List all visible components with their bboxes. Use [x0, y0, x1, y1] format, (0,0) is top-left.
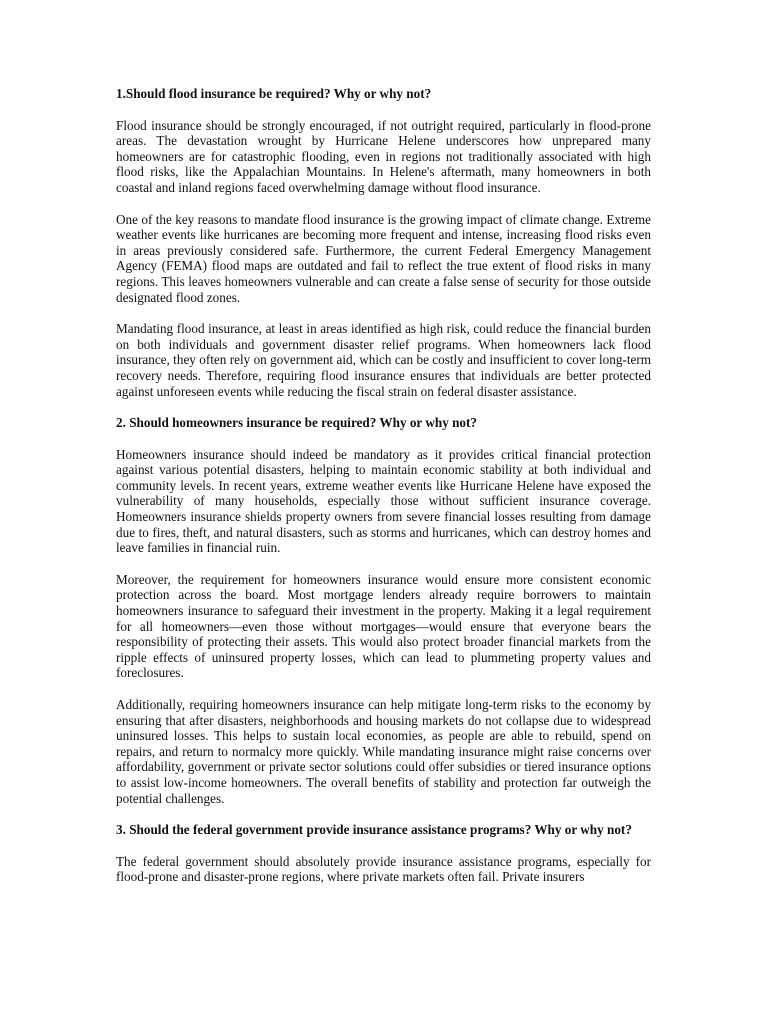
paragraph: Additionally, requiring homeowners insurance can help mitigate long-term risks to the economy by ensuring that after disasters, neighborhoods and housing markets do not collapse due to widespread uninsured losses. This helps to sustain local economies, as people are able to rebuild, spend on repairs, and return to normalcy more quickly. While mandating insurance might raise concerns over affordability, government or private sector solutions could offer subsidies or tiered insurance options to assist low-income homeowners. The overall benefits of stability and protection far outweigh the potential challenges. — [116, 697, 651, 806]
section-1 — [116, 86, 651, 399]
paragraph: Mandating flood insurance, at least in areas identified as high risk, could reduce the financial burden on both individuals and government disaster relief programs. When homeowners lack flood insurance, they often rely on government aid, which can be costly and insufficient to cover long-term recovery needs. Therefore, requiring flood insurance ensures that individuals are better protected against unforeseen events while reducing the fiscal strain on federal disaster assistance. — [116, 321, 651, 399]
paragraph: The federal government should absolutely provide insurance assistance programs, especially for flood-prone and disaster-prone regions, where private markets often fail. Private insurers — [116, 853, 651, 885]
section-3 — [116, 822, 651, 885]
section-2 — [116, 415, 651, 806]
paragraph: One of the key reasons to mandate flood insurance is the growing impact of climate change. Extreme weather events like hurricanes are becoming more frequent and intense, increasing flood risks even in areas previously considered safe. Furthermore, the current Federal Emergency Management Agency (FEMA) flood maps are outdated and fail to reflect the true extent of flood risks in many regions. This leaves homeowners vulnerable and can create a false sense of security for those outside designated flood zones. — [116, 211, 651, 305]
paragraph: Homeowners insurance should indeed be mandatory as it provides critical financial protection against various potential disasters, helping to maintain economic stability at both individual and community levels. In recent years, extreme weather events like Hurricane Helene have exposed the vulnerability of many households, especially those without sufficient insurance coverage. Homeowners insurance shields property owners from severe financial losses resulting from damage due to fires, theft, and natural disasters, such as storms and hurricanes, which can destroy homes and leave families in financial ruin. — [116, 446, 651, 556]
section-heading: 3. Should the federal government provide insurance assistance programs? Why or why not? — [116, 822, 632, 838]
section-heading: 2. Should homeowners insurance be required? Why or why not? — [116, 415, 478, 431]
document-page — [116, 86, 651, 885]
paragraph: Moreover, the requirement for homeowners insurance would ensure more consistent economic protection across the board. Most mortgage lenders already require borrowers to maintain homeowners insurance to safeguard their investment in the property. Making it a legal requirement for all homeowners—even those without mortgages—would ensure that everyone bears the responsibility of protecting their assets. This would also protect broader financial markets from the ripple effects of uninsured property losses, which can lead to plummeting property values and foreclosures. — [116, 571, 651, 681]
section-heading: 1.Should flood insurance be required? Why or why not? — [116, 86, 432, 101]
paragraph: Flood insurance should be strongly encouraged, if not outright required, particularly in flood-prone areas. The devastation wrought by Hurricane Helene underscores how unprepared many homeowners are for catastrophic flooding, even in regions not traditionally associated with high flood risks, like the Appalachian Mountains. In Helene's aftermath, many homeowners in both coastal and inland regions faced overwhelming damage without flood insurance. — [116, 117, 651, 195]
